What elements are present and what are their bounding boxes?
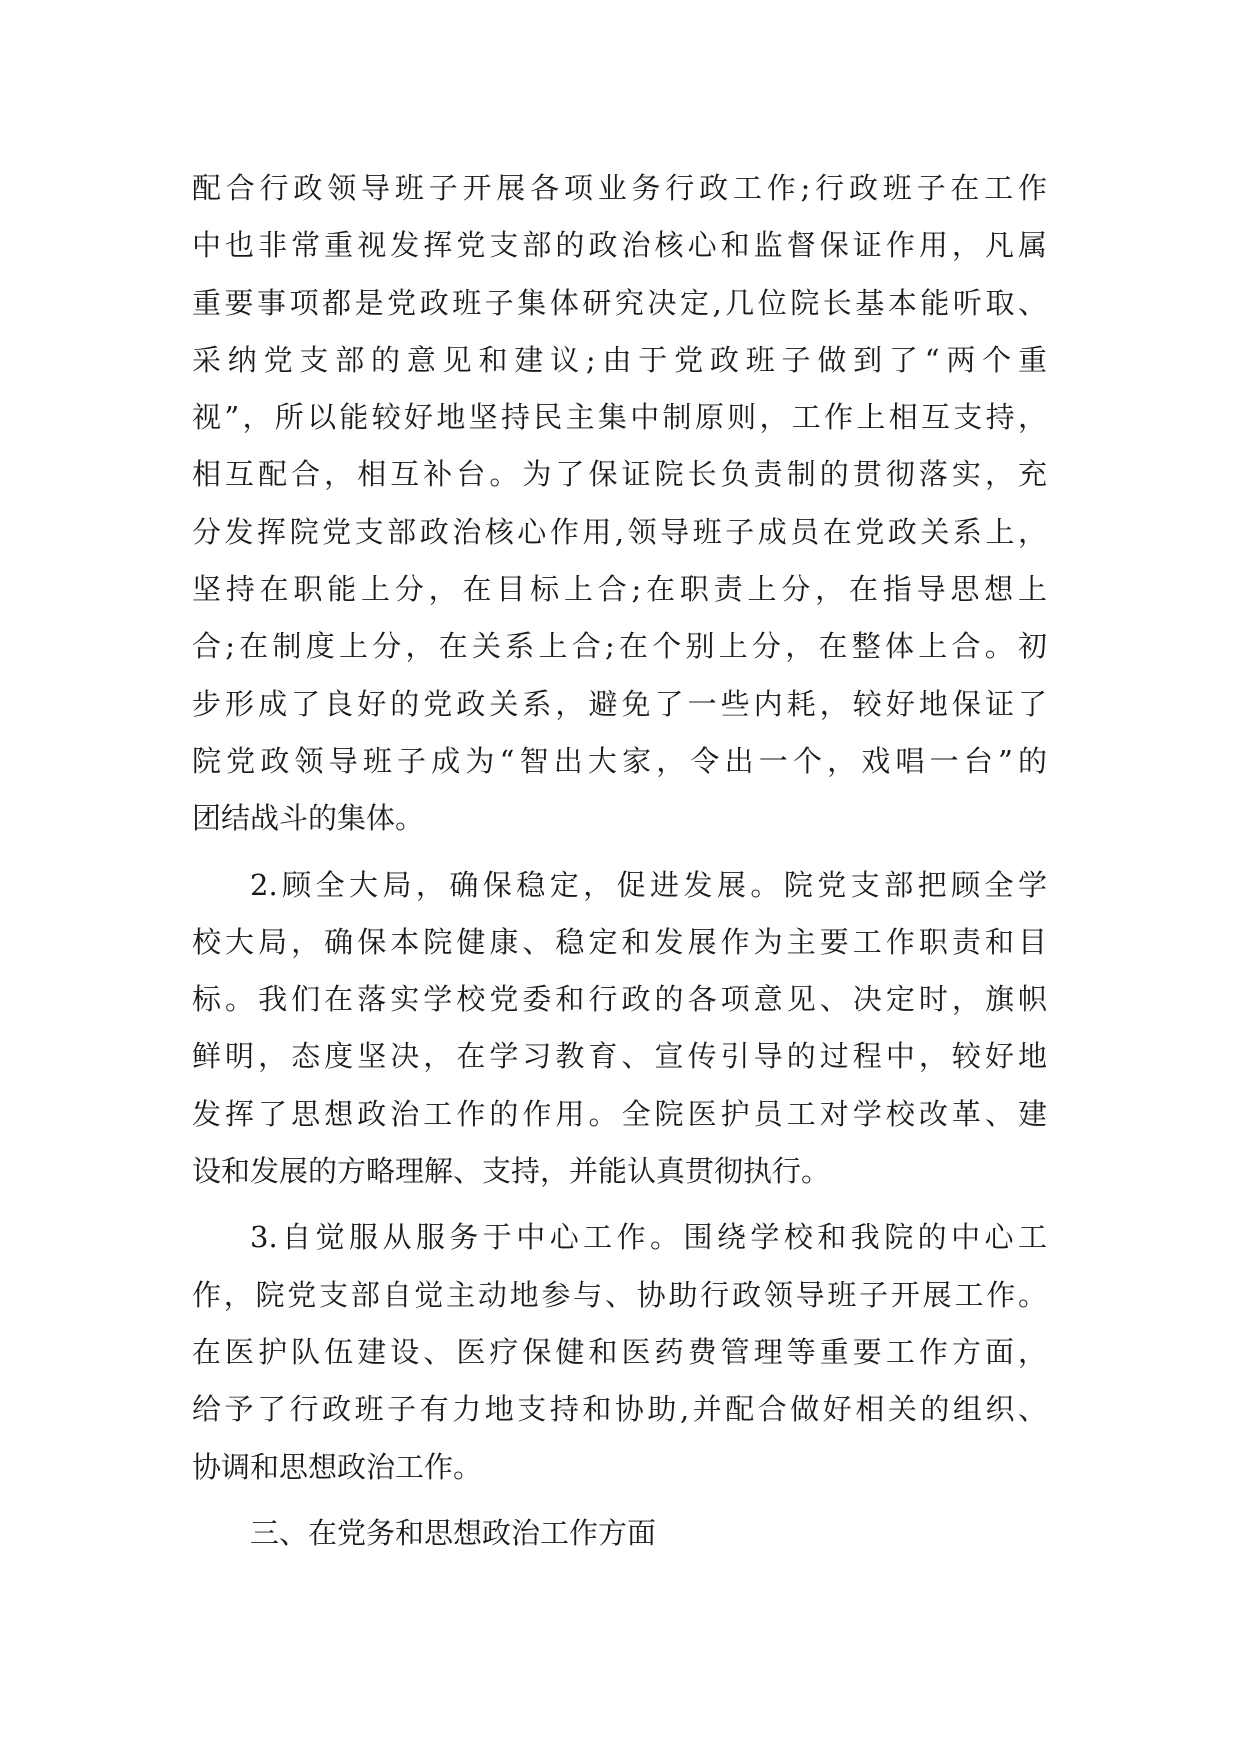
text-line: 标。我们在落实学校党委和行政的各项意见、决定时，旗帜 [192, 982, 1047, 1017]
document-body [192, 160, 1092, 1562]
text-line: 采纳党支部的意见和建议;由于党政班子做到了“两个重 [192, 342, 1047, 377]
text-line: 鲜明，态度坚决，在学习教育、宣传引导的过程中，较好地 [192, 1039, 1047, 1074]
text-line: 作，院党支部自觉主动地参与、协助行政领导班子开展工作。 [192, 1277, 1047, 1312]
paragraph-3-first-line: 3.自觉服从服务于中心工作。围绕学校和我院的中心工 [250, 1220, 1047, 1255]
text-line: 分发挥院党支部政治核心作用,领导班子成员在党政关系上， [192, 514, 1047, 549]
text-line: 给予了行政班子有力地支持和协助,并配合做好相关的组织、 [192, 1392, 1047, 1427]
text-line: 坚持在职能上分，在目标上合;在职责上分，在指导思想上 [192, 572, 1047, 607]
text-line: 中也非常重视发挥党支部的政治核心和监督保证作用，凡属 [192, 228, 1047, 263]
text-line: 发挥了思想政治工作的作用。全院医护员工对学校改革、建 [192, 1096, 1047, 1131]
text-line: 相互配合，相互补台。为了保证院长负责制的贯彻落实，充 [192, 457, 1047, 492]
text-line: 重要事项都是党政班子集体研究决定,几位院长基本能听取、 [192, 285, 1047, 320]
text-line: 配合行政领导班子开展各项业务行政工作;行政班子在工作 [192, 171, 1047, 205]
text-line: 合;在制度上分，在关系上合;在个别上分，在整体上合。初 [192, 629, 1047, 664]
text-line: 校大局，确保本院健康、稳定和发展作为主要工作职责和目 [192, 924, 1047, 959]
section-heading: 三、在党务和思想政治工作方面 [250, 1515, 657, 1550]
text-line: 步形成了良好的党政关系，避免了一些内耗，较好地保证了 [192, 686, 1047, 721]
text-line: 视”，所以能较好地坚持民主集中制原则，工作上相互支持， [192, 400, 1047, 435]
text-line: 设和发展的方略理解、支持，并能认真贯彻执行。 [192, 1154, 831, 1189]
text-line: 在医护队伍建设、医疗保健和医药费管理等重要工作方面， [192, 1334, 1047, 1369]
text-line: 协调和思想政治工作。 [192, 1449, 483, 1484]
text-line: 院党政领导班子成为“智出大家，令出一个，戏唱一台”的 [192, 743, 1047, 778]
text-line: 团结战斗的集体。 [192, 801, 425, 836]
paragraph-2-first-line: 2.顾全大局，确保稳定，促进发展。院党支部把顾全学 [250, 867, 1047, 902]
